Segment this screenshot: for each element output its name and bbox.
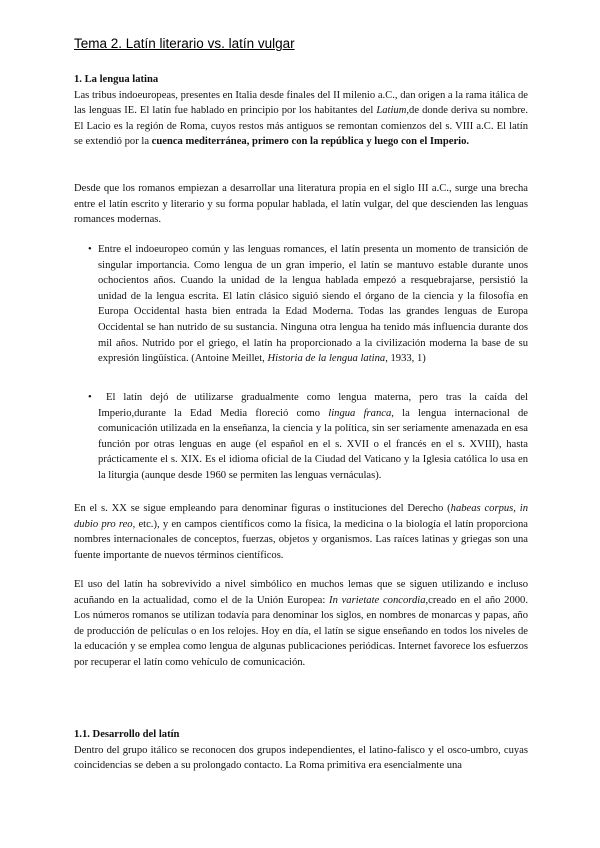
- paragraph-science: En el s. XX se sigue empleando para denominar figuras o instituciones del Derecho (habeas corpus, in dubio pro reo, etc.), y en campos científicos como la física, la medicina o la biología el latín proporciona nombres internacionales de conceptos, fuerzas, objetos y organismos. Las raíces latinas y griegas son una fuente importante de nuevos términos científicos.: [74, 503, 528, 561]
- section-heading: 1. La lengua latina: [74, 74, 159, 85]
- paragraph-development: Dentro del grupo itálico se reconocen dos grupos independientes, el latino-falisco y el osco-umbro, cuyas coincidencias se deben a su prolongado contacto. La Roma primitiva era esencialmente una: [74, 744, 528, 772]
- bullet-icon: •: [88, 392, 92, 403]
- bullet-item-meillet: Entre el indoeuropeo común y las lenguas romances, el latín presenta un momento de transición de singular importancia. Como lengua de un gran imperio, el latín se mantuvo estable durante unos ochocientos años. Cuando la unidad de la lengua hablada empezó a resquebrajarse, persistió la unidad de la lengua escrita. El latín clásico siguió siendo el órgano de la ciencia y la filosofía en Europa Occidental hasta bien entrada la Edad Moderna. Todas las grandes lenguas de Europa Occidental se han nutrido de su sustancia. Ninguna otra lengua ha tenido más influencia durante dos mil años. Nutrido por el griego, el latín ha proporcionado a la civilización moderna la base de su expresión lingüística. (Antoine Meillet, Historia de la lengua latina, 1933, 1): [98, 244, 528, 365]
- section-heading: 1.1. Desarrollo del latín: [74, 729, 180, 740]
- bullet-item-lingua-franca: El latín dejó de utilizarse gradualmente como lengua materna, pero tras la caída del Imperio,durante la Edad Media floreció como lingua franca, la lengua internacional de comunicación utilizada en la enseñanza, la ciencia y la política, sin ser seriamente amenazada en esa función por otras lenguas en auge (el español en el s. XVII o el francés en el s. XVIII), hasta prácticamente el s. XIX. Es el idioma oficial de la Ciudad del Vaticano y la Iglesia católica lo usa en la liturgia (aunque desde 1960 se permiten las lenguas vernáculas).: [98, 392, 528, 481]
- document-title: Tema 2. Latín literario vs. latín vulgar: [74, 36, 295, 51]
- paragraph-origins: Las tribus indoeuropeas, presentes en Italia desde finales del II milenio a.C., dan origen a la rama itálica de las lenguas IE. El latín fue hablado en principio por los habitantes del Latium,de donde deriva su nombre. El Lacio es la región de Roma, cuyos restos más antiguos se remontan comienzos del s. VIII a.C. El latín se extendió por la cuenca mediterránea, primero con la república y luego con el Imperio.: [74, 89, 529, 148]
- bullet-icon: •: [88, 244, 92, 255]
- paragraph-literature: Desde que los romanos empiezan a desarrollar una literatura propia en el siglo III a.C., surge una brecha entre el latín escrito y literario y su forma popular hablada, el latín vulgar, del que descienden las lenguas romances modernas.: [74, 183, 528, 226]
- section-1-1: [74, 727, 528, 774]
- paragraph-symbolic-use: El uso del latín ha sobrevivido a nivel simbólico en muchos lemas que se siguen utilizando e incluso acuñando en la actualidad, como el de la Unión Europea: In varietate concordia,creado en el año 2000. Los números romanos se utilizan todavía para denominar los siglos, en nombres de monarcas y papas, año de producción de películas o en los relojes. Hoy en día, el latín se sigue enseñando en todos los niveles de la educación y se emplea como lengua de algunas publicaciones periódicas. Internet favorece los esfuerzos por recuperar el latín como vehículo de comunicación.: [74, 579, 528, 668]
- section-1-intro: [74, 72, 528, 150]
